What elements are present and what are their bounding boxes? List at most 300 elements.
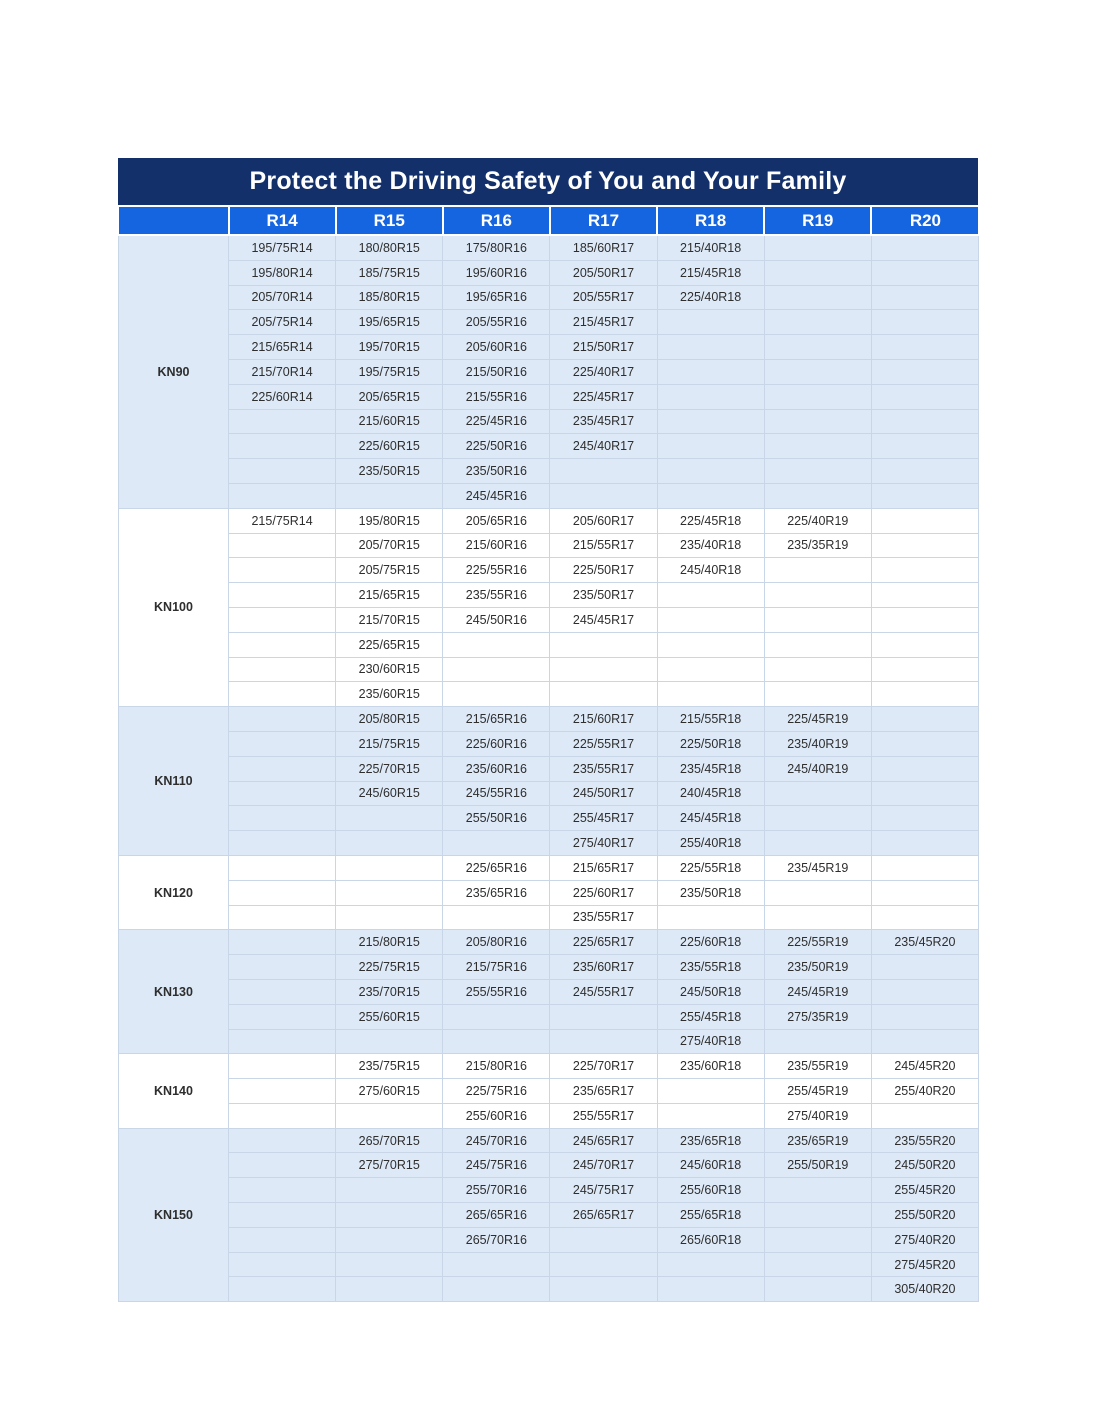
size-row [119, 806, 979, 831]
empty-cell [657, 632, 764, 657]
size-cell: 225/50R17 [550, 558, 657, 583]
empty-cell [764, 335, 871, 360]
empty-cell [764, 632, 871, 657]
size-cell: 245/45R18 [657, 806, 764, 831]
size-row [119, 831, 979, 856]
empty-cell [336, 1203, 443, 1228]
empty-cell [229, 979, 336, 1004]
size-cell: 225/40R19 [764, 508, 871, 533]
empty-cell [871, 731, 978, 756]
empty-cell [336, 806, 443, 831]
size-cell: 225/75R15 [336, 955, 443, 980]
size-cell: 275/40R20 [871, 1227, 978, 1252]
size-row [119, 781, 979, 806]
empty-cell [764, 483, 871, 508]
size-cell: 245/50R17 [550, 781, 657, 806]
size-cell: 245/50R16 [443, 607, 550, 632]
size-cell: 225/65R15 [336, 632, 443, 657]
size-cell: 225/50R16 [443, 434, 550, 459]
size-cell: 225/70R15 [336, 756, 443, 781]
empty-cell [336, 1227, 443, 1252]
size-cell: 275/40R18 [657, 1029, 764, 1054]
empty-cell [657, 1103, 764, 1128]
empty-cell [871, 707, 978, 732]
model-label-kn110: KN110 [119, 707, 229, 856]
model-label-kn130: KN130 [119, 930, 229, 1054]
size-row [119, 1178, 979, 1203]
size-cell: 240/45R18 [657, 781, 764, 806]
empty-cell [657, 310, 764, 335]
empty-cell [657, 359, 764, 384]
size-cell: 255/60R16 [443, 1103, 550, 1128]
empty-cell [764, 806, 871, 831]
size-cell: 215/45R17 [550, 310, 657, 335]
size-cell: 245/60R15 [336, 781, 443, 806]
model-label-kn90: KN90 [119, 235, 229, 508]
size-cell: 265/70R15 [336, 1128, 443, 1153]
empty-cell [871, 558, 978, 583]
size-cell: 215/55R18 [657, 707, 764, 732]
empty-cell [229, 1203, 336, 1228]
size-row [119, 930, 979, 955]
size-cell: 225/55R17 [550, 731, 657, 756]
empty-cell [229, 409, 336, 434]
size-cell: 225/60R18 [657, 930, 764, 955]
empty-cell [550, 632, 657, 657]
empty-cell [229, 1227, 336, 1252]
empty-cell [871, 384, 978, 409]
size-cell: 215/80R16 [443, 1054, 550, 1079]
size-rows [119, 235, 979, 1302]
empty-cell [657, 1252, 764, 1277]
empty-cell [657, 607, 764, 632]
empty-cell [550, 1227, 657, 1252]
size-cell: 215/75R16 [443, 955, 550, 980]
size-cell: 225/40R17 [550, 359, 657, 384]
empty-cell [229, 731, 336, 756]
empty-cell [764, 1203, 871, 1228]
size-cell: 245/55R17 [550, 979, 657, 1004]
size-row [119, 979, 979, 1004]
empty-cell [764, 384, 871, 409]
empty-cell [550, 1004, 657, 1029]
rim-header-r16: R16 [443, 207, 550, 235]
size-row [119, 905, 979, 930]
size-cell: 185/80R15 [336, 285, 443, 310]
empty-cell [871, 682, 978, 707]
size-cell: 255/50R19 [764, 1153, 871, 1178]
empty-cell [229, 1252, 336, 1277]
size-cell: 205/75R14 [229, 310, 336, 335]
size-cell: 255/65R18 [657, 1203, 764, 1228]
size-cell: 215/70R14 [229, 359, 336, 384]
size-cell: 225/45R16 [443, 409, 550, 434]
size-cell: 245/50R20 [871, 1153, 978, 1178]
empty-cell [229, 1153, 336, 1178]
size-cell: 245/45R16 [443, 483, 550, 508]
size-cell: 255/45R20 [871, 1178, 978, 1203]
empty-cell [764, 260, 871, 285]
size-cell: 235/55R20 [871, 1128, 978, 1153]
empty-cell [871, 880, 978, 905]
size-row [119, 1153, 979, 1178]
size-row [119, 384, 979, 409]
size-row [119, 1004, 979, 1029]
size-row [119, 1128, 979, 1153]
size-cell: 275/35R19 [764, 1004, 871, 1029]
size-cell: 215/60R16 [443, 533, 550, 558]
size-cell: 225/60R15 [336, 434, 443, 459]
empty-cell [871, 483, 978, 508]
empty-cell [764, 409, 871, 434]
table-title: Protect the Driving Safety of You and Your Family [118, 158, 978, 207]
size-cell: 265/60R18 [657, 1227, 764, 1252]
empty-cell [336, 880, 443, 905]
size-row [119, 359, 979, 384]
size-cell: 235/45R18 [657, 756, 764, 781]
rim-header-r20: R20 [871, 207, 978, 235]
empty-cell [871, 459, 978, 484]
empty-cell [764, 781, 871, 806]
empty-cell [336, 1103, 443, 1128]
corner-header-cell [119, 207, 229, 235]
empty-cell [764, 607, 871, 632]
empty-cell [336, 855, 443, 880]
model-label-kn120: KN120 [119, 855, 229, 929]
size-cell: 275/45R20 [871, 1252, 978, 1277]
size-cell: 205/65R16 [443, 508, 550, 533]
size-row [119, 1203, 979, 1228]
size-cell: 275/60R15 [336, 1079, 443, 1104]
empty-cell [550, 1277, 657, 1302]
empty-cell [336, 1252, 443, 1277]
size-cell: 255/55R17 [550, 1103, 657, 1128]
size-cell: 255/50R16 [443, 806, 550, 831]
rim-header-r19: R19 [764, 207, 871, 235]
empty-cell [336, 1277, 443, 1302]
empty-cell [336, 1178, 443, 1203]
size-cell: 235/55R17 [550, 756, 657, 781]
rim-header-r18: R18 [657, 207, 764, 235]
size-cell: 275/40R17 [550, 831, 657, 856]
size-row [119, 235, 979, 260]
size-cell: 215/75R15 [336, 731, 443, 756]
empty-cell [871, 508, 978, 533]
empty-cell [657, 434, 764, 459]
empty-cell [229, 1277, 336, 1302]
model-label-kn140: KN140 [119, 1054, 229, 1128]
empty-cell [657, 657, 764, 682]
size-cell: 205/75R15 [336, 558, 443, 583]
size-cell: 195/75R15 [336, 359, 443, 384]
size-cell: 225/40R18 [657, 285, 764, 310]
size-cell: 215/65R14 [229, 335, 336, 360]
size-cell: 195/75R14 [229, 235, 336, 260]
size-row [119, 335, 979, 360]
size-cell: 215/45R18 [657, 260, 764, 285]
model-label-kn150: KN150 [119, 1128, 229, 1302]
size-cell: 235/55R18 [657, 955, 764, 980]
size-cell: 195/70R15 [336, 335, 443, 360]
size-cell: 245/45R20 [871, 1054, 978, 1079]
empty-cell [764, 1277, 871, 1302]
empty-cell [871, 260, 978, 285]
size-cell: 215/55R17 [550, 533, 657, 558]
size-row [119, 1103, 979, 1128]
size-cell: 255/45R18 [657, 1004, 764, 1029]
empty-cell [657, 384, 764, 409]
size-cell: 235/65R17 [550, 1079, 657, 1104]
empty-cell [764, 583, 871, 608]
size-cell: 235/55R17 [550, 905, 657, 930]
size-row [119, 955, 979, 980]
empty-cell [657, 583, 764, 608]
size-cell: 195/65R15 [336, 310, 443, 335]
size-cell: 245/45R19 [764, 979, 871, 1004]
empty-cell [871, 409, 978, 434]
size-cell: 180/80R15 [336, 235, 443, 260]
size-cell: 205/60R16 [443, 335, 550, 360]
empty-cell [443, 682, 550, 707]
size-cell: 265/70R16 [443, 1227, 550, 1252]
size-cell: 195/80R15 [336, 508, 443, 533]
empty-cell [336, 831, 443, 856]
size-cell: 225/45R18 [657, 508, 764, 533]
empty-cell [229, 880, 336, 905]
size-cell: 225/55R16 [443, 558, 550, 583]
size-cell: 235/50R18 [657, 880, 764, 905]
size-cell: 235/55R19 [764, 1054, 871, 1079]
size-row [119, 607, 979, 632]
empty-cell [871, 359, 978, 384]
size-cell: 245/60R18 [657, 1153, 764, 1178]
size-row [119, 855, 979, 880]
size-cell: 215/70R15 [336, 607, 443, 632]
size-row [119, 1079, 979, 1104]
size-cell: 235/75R15 [336, 1054, 443, 1079]
empty-cell [229, 1128, 336, 1153]
empty-cell [871, 335, 978, 360]
empty-cell [657, 682, 764, 707]
empty-cell [764, 1029, 871, 1054]
empty-cell [229, 434, 336, 459]
size-cell: 235/65R16 [443, 880, 550, 905]
size-cell: 225/60R14 [229, 384, 336, 409]
empty-cell [550, 657, 657, 682]
size-cell: 265/65R16 [443, 1203, 550, 1228]
size-cell: 205/55R17 [550, 285, 657, 310]
empty-cell [764, 1178, 871, 1203]
size-cell: 235/55R16 [443, 583, 550, 608]
empty-cell [550, 682, 657, 707]
empty-cell [550, 1252, 657, 1277]
empty-cell [871, 831, 978, 856]
size-row [119, 682, 979, 707]
empty-cell [764, 682, 871, 707]
empty-cell [764, 1252, 871, 1277]
size-cell: 225/65R16 [443, 855, 550, 880]
size-cell: 235/50R15 [336, 459, 443, 484]
empty-cell [336, 483, 443, 508]
size-cell: 305/40R20 [871, 1277, 978, 1302]
size-cell: 245/40R17 [550, 434, 657, 459]
size-cell: 275/40R19 [764, 1103, 871, 1128]
size-cell: 255/40R18 [657, 831, 764, 856]
size-cell: 225/60R17 [550, 880, 657, 905]
size-cell: 195/65R16 [443, 285, 550, 310]
size-row [119, 1029, 979, 1054]
size-cell: 205/70R15 [336, 533, 443, 558]
size-row [119, 1054, 979, 1079]
size-cell: 215/60R17 [550, 707, 657, 732]
size-row [119, 459, 979, 484]
size-cell: 225/45R17 [550, 384, 657, 409]
size-cell: 215/40R18 [657, 235, 764, 260]
size-cell: 225/50R18 [657, 731, 764, 756]
size-row [119, 285, 979, 310]
size-cell: 205/70R14 [229, 285, 336, 310]
empty-cell [550, 1029, 657, 1054]
size-row [119, 310, 979, 335]
size-cell: 235/45R17 [550, 409, 657, 434]
size-cell: 230/60R15 [336, 657, 443, 682]
empty-cell [443, 1252, 550, 1277]
size-row [119, 657, 979, 682]
size-row [119, 583, 979, 608]
size-cell: 225/55R19 [764, 930, 871, 955]
size-cell: 205/50R17 [550, 260, 657, 285]
size-cell: 205/60R17 [550, 508, 657, 533]
size-cell: 205/80R15 [336, 707, 443, 732]
size-row [119, 1252, 979, 1277]
empty-cell [871, 285, 978, 310]
size-cell: 205/80R16 [443, 930, 550, 955]
empty-cell [229, 955, 336, 980]
size-cell: 215/50R17 [550, 335, 657, 360]
empty-cell [229, 1079, 336, 1104]
size-row [119, 508, 979, 533]
size-cell: 235/65R19 [764, 1128, 871, 1153]
empty-cell [336, 1029, 443, 1054]
empty-cell [550, 459, 657, 484]
size-cell: 225/75R16 [443, 1079, 550, 1104]
empty-cell [657, 1277, 764, 1302]
size-cell: 195/60R16 [443, 260, 550, 285]
size-cell: 225/60R16 [443, 731, 550, 756]
rim-header-row [119, 207, 979, 235]
size-cell: 215/60R15 [336, 409, 443, 434]
empty-cell [229, 1178, 336, 1203]
empty-cell [764, 434, 871, 459]
size-cell: 235/50R16 [443, 459, 550, 484]
empty-cell [229, 459, 336, 484]
size-cell: 215/80R15 [336, 930, 443, 955]
size-cell: 225/70R17 [550, 1054, 657, 1079]
empty-cell [443, 905, 550, 930]
empty-cell [871, 1103, 978, 1128]
empty-cell [871, 583, 978, 608]
empty-cell [871, 955, 978, 980]
size-cell: 215/65R17 [550, 855, 657, 880]
empty-cell [871, 310, 978, 335]
size-cell: 235/50R19 [764, 955, 871, 980]
empty-cell [871, 756, 978, 781]
tire-size-table [118, 158, 978, 1302]
size-cell: 255/45R19 [764, 1079, 871, 1104]
size-cell: 255/70R16 [443, 1178, 550, 1203]
empty-cell [871, 806, 978, 831]
size-cell: 245/75R17 [550, 1178, 657, 1203]
size-cell: 215/75R14 [229, 508, 336, 533]
empty-cell [871, 781, 978, 806]
size-cell: 245/40R19 [764, 756, 871, 781]
empty-cell [871, 1004, 978, 1029]
empty-cell [443, 632, 550, 657]
size-cell: 255/40R20 [871, 1079, 978, 1104]
size-row [119, 409, 979, 434]
size-row [119, 707, 979, 732]
empty-cell [871, 855, 978, 880]
empty-cell [229, 756, 336, 781]
empty-cell [871, 434, 978, 459]
size-cell: 255/45R17 [550, 806, 657, 831]
empty-cell [229, 930, 336, 955]
size-row [119, 880, 979, 905]
empty-cell [871, 657, 978, 682]
size-cell: 175/80R16 [443, 235, 550, 260]
empty-cell [764, 1227, 871, 1252]
empty-cell [229, 831, 336, 856]
size-cell: 225/45R19 [764, 707, 871, 732]
size-cell: 235/50R17 [550, 583, 657, 608]
size-row [119, 1277, 979, 1302]
empty-cell [764, 285, 871, 310]
empty-cell [229, 1103, 336, 1128]
empty-cell [657, 459, 764, 484]
empty-cell [229, 905, 336, 930]
empty-cell [871, 533, 978, 558]
empty-cell [871, 632, 978, 657]
size-cell: 215/65R15 [336, 583, 443, 608]
size-cell: 265/65R17 [550, 1203, 657, 1228]
empty-cell [443, 1029, 550, 1054]
size-row [119, 1227, 979, 1252]
size-cell: 245/70R16 [443, 1128, 550, 1153]
empty-cell [764, 235, 871, 260]
empty-cell [657, 905, 764, 930]
empty-cell [657, 409, 764, 434]
size-cell: 205/65R15 [336, 384, 443, 409]
rim-header-row-cells [119, 207, 979, 235]
size-cell: 235/35R19 [764, 533, 871, 558]
size-row [119, 632, 979, 657]
empty-cell [871, 979, 978, 1004]
empty-cell [764, 558, 871, 583]
size-row [119, 558, 979, 583]
size-cell: 245/40R18 [657, 558, 764, 583]
empty-cell [871, 235, 978, 260]
empty-cell [871, 905, 978, 930]
size-row [119, 731, 979, 756]
empty-cell [229, 1029, 336, 1054]
empty-cell [764, 310, 871, 335]
empty-cell [764, 905, 871, 930]
model-label-kn100: KN100 [119, 508, 229, 706]
size-cell: 235/65R18 [657, 1128, 764, 1153]
size-cell: 235/70R15 [336, 979, 443, 1004]
size-cell: 235/45R20 [871, 930, 978, 955]
size-cell: 235/60R18 [657, 1054, 764, 1079]
